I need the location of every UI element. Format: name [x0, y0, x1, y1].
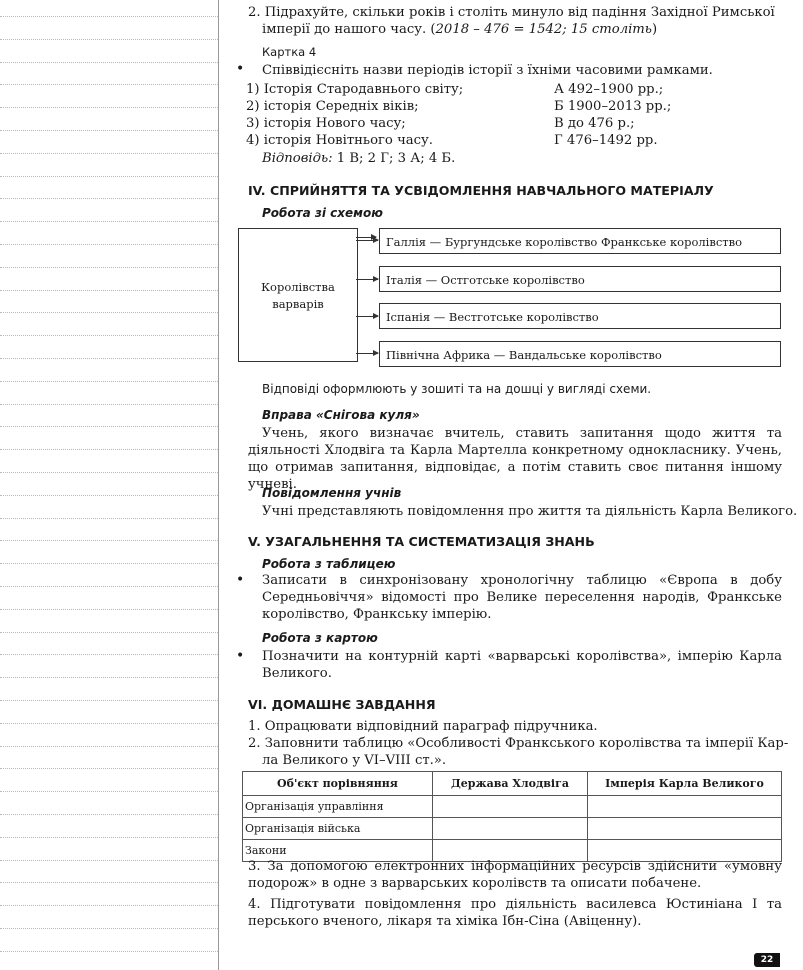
note-line	[0, 198, 218, 199]
note-line	[0, 632, 218, 633]
note-line	[0, 221, 218, 222]
section5-sub-map: Робота з картою	[262, 631, 378, 645]
section4-sub-scheme: Робота зі схемою	[262, 206, 383, 220]
table-header: Об'єкт порівняння	[243, 772, 433, 796]
table-cell	[433, 796, 588, 818]
note-line	[0, 563, 218, 564]
note-line	[0, 358, 218, 359]
page-number: 22	[754, 953, 780, 967]
homework-1: 1. Опрацювати відповідний параграф підручника.	[248, 719, 598, 734]
scheme-item-4	[379, 341, 781, 367]
comparison-table	[242, 771, 782, 862]
answer-label: Відповідь:	[262, 151, 333, 166]
note-line	[0, 951, 218, 952]
note-line	[0, 700, 218, 701]
table-header: Імперія Карла Великого	[588, 772, 782, 796]
card4-title: Картка 4	[262, 45, 317, 59]
note-line	[0, 746, 218, 747]
homework-4: 4. Підготувати повідомлення про діяльність василевса Юстиніана I та перського вченого, лікаря та хіміка Ібн-Сіна (Авіценну).	[248, 897, 782, 929]
period-4: 4) історія Новітнього часу.	[246, 133, 433, 148]
task2-line2	[262, 21, 657, 38]
note-line	[0, 290, 218, 291]
range-b: Б 1900–2013 рр.;	[554, 99, 672, 114]
scheme-item-1-text: Галлія — Бургундське королівство Франкське королівство	[386, 235, 743, 249]
section5-sub-table: Робота з таблицею	[262, 557, 396, 571]
note-line	[0, 84, 218, 85]
scheme-item-2	[379, 266, 781, 292]
scheme-main-line2: варварів	[272, 297, 324, 311]
table-header-row	[243, 772, 782, 796]
note-line	[0, 768, 218, 769]
note-line	[0, 244, 218, 245]
note-line	[0, 905, 218, 906]
scheme-item-3-text: Іспанія — Вестготське королівство	[386, 310, 599, 324]
range-d: Г 476–1492 рр.	[554, 133, 658, 148]
note-line	[0, 153, 218, 154]
bullet-icon: •	[236, 61, 245, 77]
note-line	[0, 426, 218, 427]
note-line	[0, 472, 218, 473]
card4-answer	[262, 150, 455, 167]
task2-line1: 2. Підрахуйте, скільки років і століть минуло від падіння Західної Римської	[248, 5, 775, 20]
task2-answer: 2018 – 476 = 1542; 15 століть	[435, 22, 652, 37]
note-line	[0, 791, 218, 792]
note-line	[0, 335, 218, 336]
homework-2-line1: 2. Заповнити таблицю «Особливості Франкського королівства та імперії Кар-	[248, 736, 789, 751]
period-1: 1) Історія Стародавнього світу;	[246, 82, 464, 97]
range-a: А 492–1900 рр.;	[554, 82, 664, 97]
range-c: В до 476 р.;	[554, 116, 635, 131]
section6-heading: VI. ДОМАШНЄ ЗАВДАННЯ	[248, 697, 436, 712]
note-line	[0, 107, 218, 108]
note-line	[0, 837, 218, 838]
table-cell: Закони	[243, 840, 433, 862]
section4-sub-snowball: Вправа «Снігова куля»	[262, 408, 420, 422]
card4-task: Співвідієсніть назви періодів історії з їхніми часовими рамками.	[262, 63, 713, 78]
scheme-main-line1: Королівства	[261, 280, 335, 294]
note-line	[0, 814, 218, 815]
table-row	[243, 818, 782, 840]
period-3: 3) історія Нового часу;	[246, 116, 406, 131]
note-line	[0, 882, 218, 883]
scheme-item-4-text: Північна Африка — Вандальське королівство	[386, 348, 662, 362]
task2-text: імперії до нашого часу. (	[262, 22, 436, 37]
section4-sub-messages: Повідомлення учнів	[262, 486, 402, 500]
note-line	[0, 267, 218, 268]
scheme-note: Відповіді оформлюють у зошиті та на дошці у вигляді схеми.	[262, 382, 652, 396]
table-cell	[588, 818, 782, 840]
note-line	[0, 39, 218, 40]
scheme-arrow-4	[356, 353, 378, 354]
note-line	[0, 586, 218, 587]
scheme-arrow-2	[356, 279, 378, 280]
note-line	[0, 495, 218, 496]
note-line	[0, 381, 218, 382]
scheme-item-2-text: Італія — Остготське королівство	[386, 273, 585, 287]
note-line	[0, 677, 218, 678]
note-line	[0, 860, 218, 861]
section4-heading: IV. СПРИЙНЯТТЯ ТА УСВІДОМЛЕННЯ НАВЧАЛЬНОГО МАТЕРІАЛУ	[248, 183, 714, 198]
note-line	[0, 654, 218, 655]
note-line	[0, 176, 218, 177]
messages-text: Учні представляють повідомлення про життя та діяльність Карла Великого.	[262, 504, 798, 519]
table-cell	[588, 796, 782, 818]
note-line	[0, 62, 218, 63]
table-cell	[433, 818, 588, 840]
bullet-icon: •	[236, 648, 245, 664]
scheme-arrow-1	[356, 240, 378, 241]
note-line	[0, 312, 218, 313]
table-header: Держава Хлодвіга	[433, 772, 588, 796]
homework-2-line2: ла Великого у VI–VIII ст.».	[262, 753, 447, 768]
note-line	[0, 16, 218, 17]
note-line	[0, 130, 218, 131]
section5-task1: Записати в синхронізовану хронологічну таблицю «Європа в добу Середньовіччя» відомості про Велике переселення народів, Франкське королівство, Франкську імперію.	[262, 573, 782, 622]
scheme-main-box	[238, 228, 358, 362]
table-row	[243, 796, 782, 818]
note-line	[0, 449, 218, 450]
exercise-text: Учень, якого визначає вчитель, ставить запитання щодо життя та діяльності Хлодвіга та Карла Мартелла конкретному однокласнику. Учень, що отримав запитання, відповідає, а потім ставить своє питання іншому учневі.	[248, 426, 782, 492]
note-line	[0, 404, 218, 405]
homework-3: 3. За допомогою електронних інформаційних ресурсів здійснити «умовну подорож» в одне з варварських королівств та описати побачене.	[248, 859, 782, 891]
task2-end: )	[652, 22, 658, 37]
scheme-item-3	[379, 303, 781, 329]
notes-margin	[0, 0, 219, 970]
scheme-item-1	[379, 228, 781, 254]
table-cell: Організація війська	[243, 818, 433, 840]
bullet-icon: •	[236, 572, 245, 588]
note-line	[0, 723, 218, 724]
note-line	[0, 928, 218, 929]
note-line	[0, 609, 218, 610]
answer-value: 1 В; 2 Г; 3 А; 4 Б.	[332, 151, 456, 166]
period-2: 2) історія Середніх віків;	[246, 99, 419, 114]
scheme-arrow-3	[356, 316, 378, 317]
note-line	[0, 540, 218, 541]
table-cell: Організація управління	[243, 796, 433, 818]
section5-heading: V. УЗАГАЛЬНЕННЯ ТА СИСТЕМАТИЗАЦІЯ ЗНАНЬ	[248, 534, 595, 549]
note-line	[0, 518, 218, 519]
section5-task2: Позначити на контурній карті «варварські королівства», імперію Карла Великого.	[262, 649, 782, 681]
